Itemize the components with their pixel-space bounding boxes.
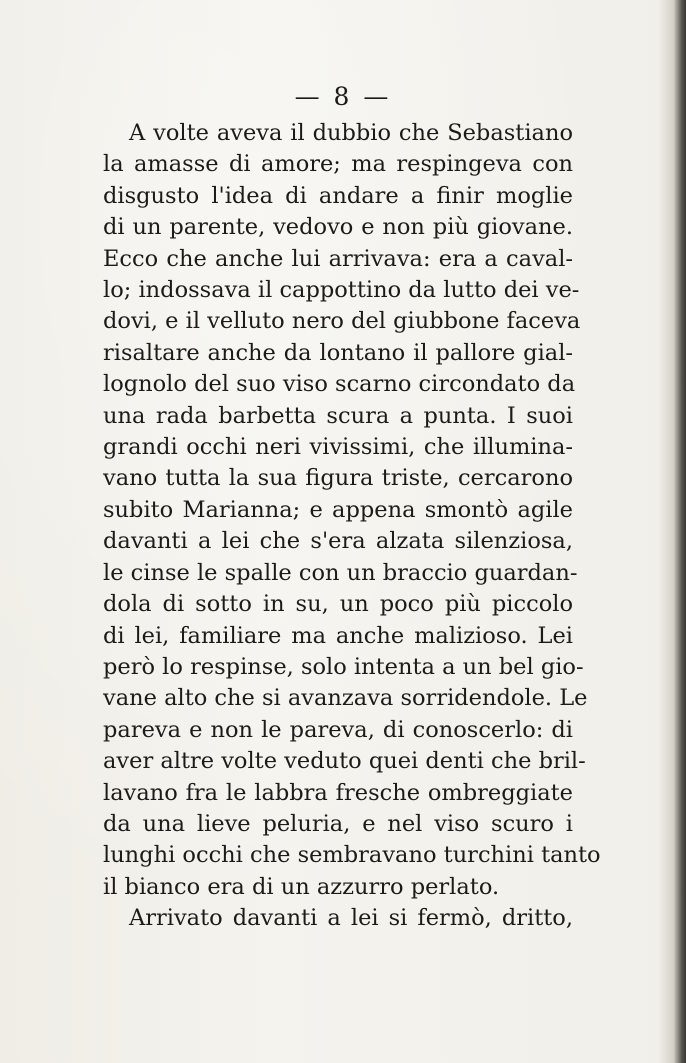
text-line: però lo respinse, solo intenta a un bel gio-: [103, 653, 584, 680]
text-line: vane alto che si avanzava sorridendole. Le: [103, 685, 588, 712]
page-number: — 8 —: [294, 82, 392, 111]
text-line: Arrivato davanti a lei si fermò, dritto,: [129, 905, 573, 932]
text-line: dola di sotto in su, un poco più piccolo: [103, 591, 573, 618]
text-line: di lei, familiare ma anche malizioso. Lei: [103, 622, 573, 649]
text-line: subito Marianna; e appena smontò agile: [103, 496, 573, 523]
text-line: grandi occhi neri vivissimi, che illumina-: [103, 434, 573, 461]
text-line: risaltare anche da lontano il pallore gial-: [103, 339, 573, 366]
text-line: lunghi occhi che sembravano turchini tanto: [103, 842, 601, 869]
body-text: [103, 118, 601, 935]
text-line: di un parente, vedovo e non più giovane.: [103, 214, 573, 241]
text-line: disgusto l'idea di andare a finir moglie: [103, 182, 573, 209]
page-edge-shadow: [658, 0, 686, 1063]
text-line: aver altre volte veduto quei denti che bril-: [103, 748, 586, 775]
text-line: lo; indossava il cappottino da lutto dei ve-: [103, 277, 580, 304]
text-line: pareva e non le pareva, di conoscerlo: di: [103, 716, 573, 743]
text-line: Ecco che anche lui arrivava: era a caval-: [103, 245, 573, 272]
text-line: lavano fra le labbra fresche ombreggiate: [103, 779, 573, 806]
text-line: la amasse di amore; ma respingeva con: [103, 151, 573, 178]
text-line: il bianco era di un azzurro perlato.: [103, 873, 500, 900]
text-line: davanti a lei che s'era alzata silenziosa,: [103, 528, 573, 555]
text-line: vano tutta la sua figura triste, cercarono: [103, 465, 573, 492]
text-line: lognolo del suo viso scarno circondato da: [103, 371, 576, 398]
text-line: le cinse le spalle con un braccio guardan-: [103, 559, 578, 586]
text-line: una rada barbetta scura a punta. I suoi: [103, 402, 573, 429]
text-line: A volte aveva il dubbio che Sebastiano: [129, 120, 573, 146]
text-line: da una lieve peluria, e nel viso scuro i: [103, 810, 573, 837]
text-line: dovi, e il velluto nero del giubbone faceva: [103, 308, 581, 335]
